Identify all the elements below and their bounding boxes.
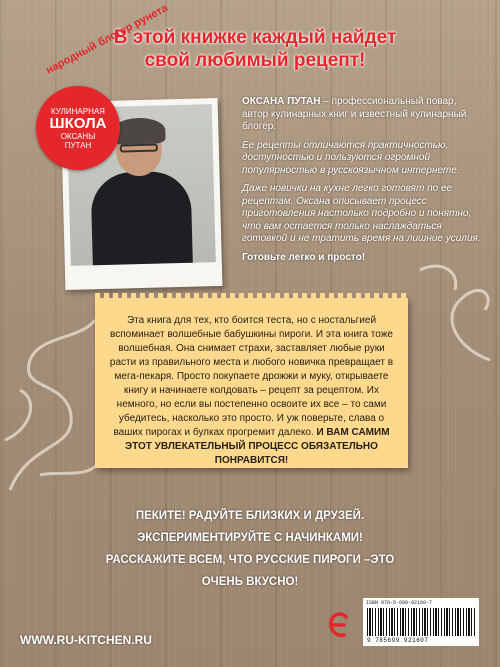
card-bold-ending: И ВАМ САМИМ ЭТОТ УВЛЕКАТЕЛЬНЫЙ ПРОЦЕСС ОБЯЗАТЕЛЬНО ПОНРАВИТСЯ! <box>125 427 390 466</box>
badge-line-1: КУЛИНАРНАЯ <box>51 106 105 116</box>
cta-line-2: ЭКСПЕРИМЕНТИРУЙТЕ С НАЧИНКАМИ! <box>137 532 363 544</box>
publisher-logo-icon <box>327 611 351 641</box>
author-name: ОКСАНА ПУТАН <box>242 96 321 107</box>
badge-arc-text: народный блогер рунета <box>44 2 170 77</box>
isbn-text: ISBN 978-5-699-92160-7 <box>366 600 433 606</box>
cta-line-4: ОЧЕНЬ ВКУСНО! <box>201 576 299 588</box>
ornament-left <box>0 300 110 500</box>
call-to-action <box>40 505 460 593</box>
barcode-digits: 9 785699 921607 <box>367 637 429 644</box>
barcode <box>363 598 479 646</box>
website-link[interactable]: WWW.RU-KITCHEN.RU <box>20 633 152 647</box>
badge-line-3: ОКСАНЫ <box>60 131 96 141</box>
card-body: Эта книга для тех, кто боится теста, но с ностальгией вспоминает волшебные бабушкины пироги. И эта книга тоже волшебная. Она снимает страхи, заставляет любые руки расти из правильного места и любого новичка превращает в мега-пекаря. Просто покупаете дрожжи и муку, открываете книгу и начинаете колдовать – рецепт за рецептом. Их немного, но если вы постепенно освоите их все – то сами убедитесь, насколько это просто. И уж поверьте, слава о ваших пирогах и булках прогремит далеко. <box>109 315 394 438</box>
school-badge <box>36 86 120 170</box>
description-card <box>95 298 408 468</box>
headline-line-1: В этой книжке каждый найдет <box>113 27 397 48</box>
cta-line-1: ПЕКИТЕ! РАДУЙТЕ БЛИЗКИХ И ДРУЗЕЙ. <box>135 510 365 522</box>
bio-paragraph-2: Ее рецепты отличаются практичностью, доступностью и пользуются огромной популярностью в русскоязычном интернете. <box>242 139 460 176</box>
bio-paragraph-4: Готовьте легко и просто! <box>242 251 366 263</box>
badge-line-4: ПУТАН <box>64 140 92 150</box>
bio-paragraph-3: Даже новички на кухне легко готовят по ее рецептам. Оксана описывает процесс приготовления настолько подробно и понятно, что вам остается только наслаждаться готовкой и не тратить время на лишние усилия. <box>242 183 481 244</box>
barcode-bars <box>367 608 475 636</box>
cta-line-3: РАССКАЖИТЕ ВСЕМ, ЧТО РУССКИЕ ПИРОГИ –ЭТО <box>105 554 395 566</box>
card-text <box>105 314 398 468</box>
badge-line-2: ШКОЛА <box>49 114 107 132</box>
bio-intro: – профессиональный повар, автор кулинарных книг и известный кулинарный блогер. <box>242 96 467 132</box>
author-bio <box>242 96 482 270</box>
bio-paragraph-1 <box>242 96 482 134</box>
headline-line-2: свой любимый рецепт! <box>144 50 366 71</box>
